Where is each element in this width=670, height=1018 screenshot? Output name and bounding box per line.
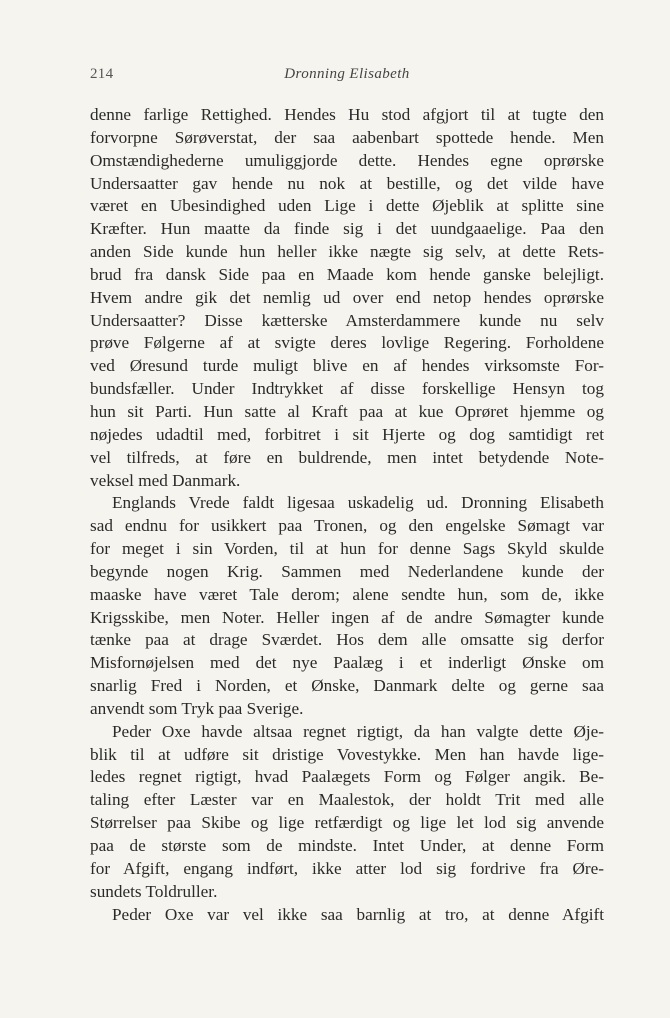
text-line: Undersaatter? Disse kætterske Amsterdammere kunde nu selv [90,310,604,330]
text-line: maaske have været Tale derom; alene sendte hun, som de, ikke [90,584,604,604]
text-line: Omstændighederne umuliggjorde dette. Hendes egne oprørske [90,150,604,170]
text-line: Undersaatter gav hende nu nok at bestille, og det vilde have [90,173,604,193]
text-line: blik til at udføre sit dristige Vovestykke. Men han havde lige- [90,744,604,764]
text-line: hun sit Parti. Hun satte al Kraft paa at kue Oprøret hjemme og [90,401,604,421]
text-line: snarlig Fred i Norden, et Ønske, Danmark delte og gerne saa [90,676,604,696]
text-line: Hvem andre gik det nemlig ud over end netop hendes oprørske [90,287,604,307]
text-line: Krigsskibe, men Noter. Heller ingen af de andre Sømagter kunde [90,607,604,627]
running-title: Dronning Elisabeth [284,66,410,82]
text-line: Kræfter. Hun maatte da finde sig i det uundgaaelige. Paa den [90,219,604,239]
text-line: Størrelser paa Skibe og lige retfærdigt og lige let lod sig anvende [90,813,604,833]
text-line: anvendt som Tryk paa Sverige. [90,698,304,718]
text-line: for meget i sin Vorden, til at hun for denne Sags Skyld skulde [90,539,604,559]
text-line: anden Side kunde hun heller ikke nægte sig selv, at dette Rets- [90,242,604,262]
text-line: tænke paa at drage Sværdet. Hos dem alle omsatte sig derfor [90,630,604,650]
text-line: Englands Vrede faldt ligesaa uskadelig ud. Dronning Elisabeth [112,493,604,513]
text-line: taling efter Læster var en Maalestok, der holdt Trit med alle [90,790,604,810]
page-header [90,66,604,88]
text-line: nøjedes udadtil med, forbitret i sit Hjerte og dog samtidigt ret [90,424,604,444]
text-line: vel tilfreds, at føre en buldrende, men intet betydende Note- [90,447,604,467]
text-line: sad endnu for usikkert paa Tronen, og den engelske Sømagt var [90,516,604,536]
text-line: ved Øresund turde muligt blive en af hendes virksomste For- [90,356,604,376]
text-line: Peder Oxe var vel ikke saa barnlig at tro, at denne Afgift [112,904,604,924]
text-line: Peder Oxe havde altsaa regnet rigtigt, da han valgte dette Øje- [112,721,604,741]
page-number: 214 [90,66,114,82]
text-line: paa de største som de mindste. Intet Under, at denne Form [90,836,604,855]
text-line: denne farlige Rettighed. Hendes Hu stod afgjort til at tugte den [90,105,604,124]
text-line: bundsfæller. Under Indtrykket af disse forskellige Hensyn tog [90,379,604,399]
text-line: begynde nogen Krig. Sammen med Nederlandene kunde der [90,561,604,581]
text-line: ledes regnet rigtigt, hvad Paalægets Form og Følger angik. Be- [90,767,604,787]
text-line: brud fra dansk Side paa en Maade kom hende ganske belejligt. [90,264,604,284]
body-text [90,104,604,926]
text-line: for Afgift, engang indført, ikke atter lod sig fordrive fra Øre- [90,858,604,878]
text-line: veksel med Danmark. [90,470,241,490]
text-line: forvorpne Sørøverstat, der saa aabenbart spottede hende. Men [90,127,604,147]
text-line: sundets Toldruller. [90,881,218,901]
text-line: Misfornøjelsen med det nye Paalæg i et inderligt Ønske om [90,653,604,673]
text-line: prøve Følgerne af at svigte deres lovlige Regering. Forholdene [90,333,604,353]
text-line: været en Ubesindighed uden Lige i dette Øjeblik at splitte sine [90,196,604,216]
